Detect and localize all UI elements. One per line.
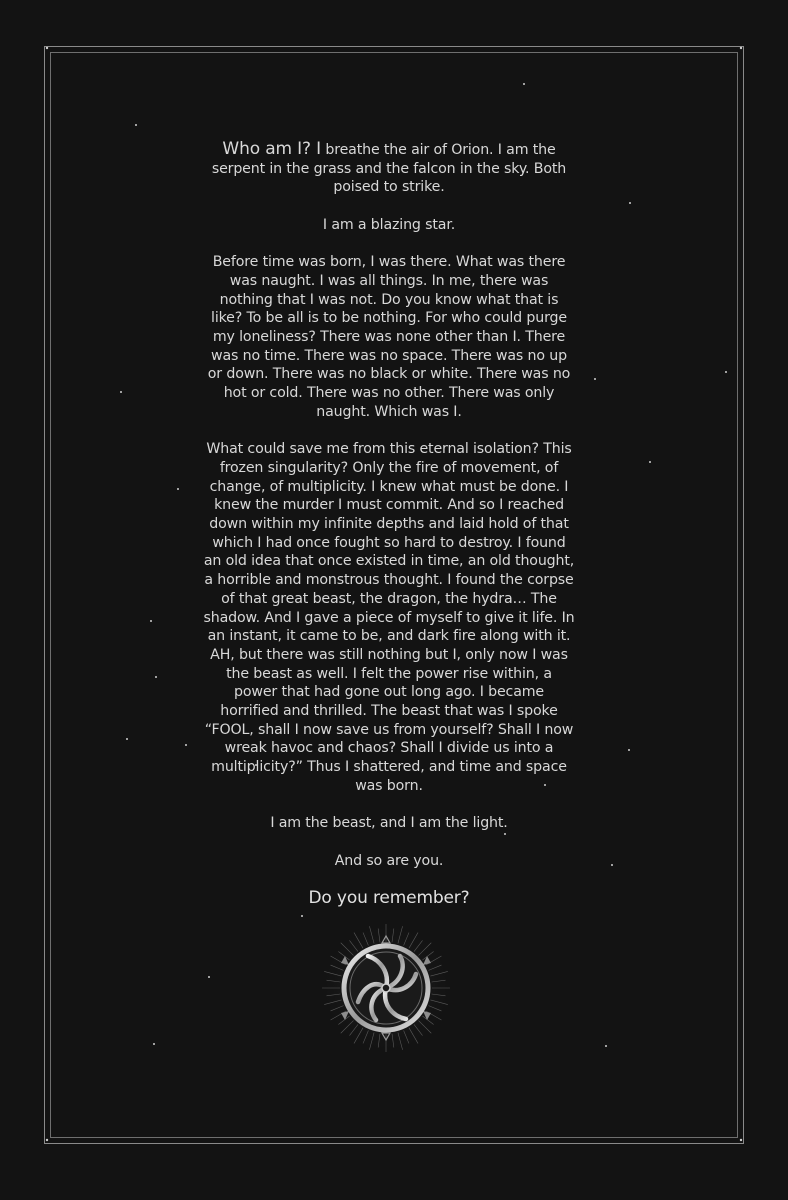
blazing-star-line: I am a blazing star. [322,216,456,233]
opening-question: Who am I? I [222,139,321,159]
star [605,1045,607,1047]
star [177,488,179,490]
star [740,1139,742,1141]
star [649,461,651,463]
star [208,976,210,978]
before-time-paragraph: Before time was born, I was there. What was there was naught. I was all things. In me, there was nothing that I was not. Do you know what that is like? To be all is to be nothing. For who could purge my loneliness? There was none other than I. There was no time. There was no space. There was no up or down. There was no black or white. There was no hot or cold. There was no other. There was only naught. Which was I. [207,254,571,420]
star [185,744,187,746]
star [628,749,630,751]
beast-light-line: I am the beast, and I am the light. [270,815,508,832]
isolation-paragraph: What could save me from this eternal isolation? This frozen singularity? Only the fire of movement, of change, of multiplicity. I knew what must be done. I knew the murder I must commit. And so I reached down within my infinite depths and laid hold of that which I had once fought so hard to destroy. I found an old idea that once existed in time, an old thought, a horrible and monstrous thought. I found the corpse of that great beast, the dragon, the hydra… The shadow. And I gave a piece of myself to give it life. In an instant, it came to be, and dark fire along with it. AH, but there was still nothing but I, only now I was the beast as well. I felt the power rise within, a power that had gone out long ago. I became horrified and thrilled. The beast that was I spoke “FOOL, shall I now save us from yourself? Shall I now wreak havoc and chaos? Shall I divide us into a multiplicity?” Thus I shattered, and time and space was born. [203,441,575,794]
so-are-you-line: And so are you. [334,852,444,869]
star [46,47,48,49]
star [155,676,157,678]
star [725,371,727,373]
star [153,1043,155,1045]
star [120,391,122,393]
opening-rest: breathe the air of Orion. I am the serpent in the grass and the falcon in the sky. Both poised to strike. [211,142,567,196]
star [611,864,613,866]
star [629,202,631,204]
poem-body [203,140,575,926]
star [135,124,137,126]
star [740,47,742,49]
star [594,378,596,380]
remember-line: Do you remember? [308,888,470,909]
star [150,620,152,622]
star [126,738,128,740]
star [523,83,525,85]
triskelion-sun-icon [318,920,454,1056]
opening-paragraph [203,140,575,197]
star [46,1139,48,1141]
